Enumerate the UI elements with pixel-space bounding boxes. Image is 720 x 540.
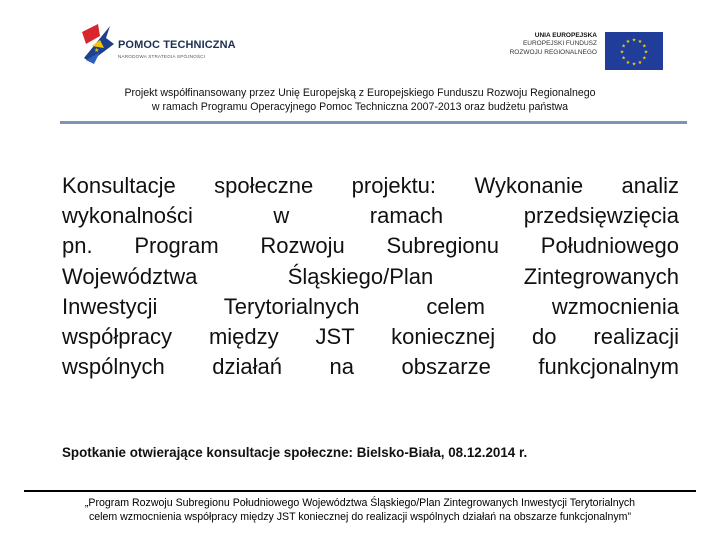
eu-star-icon: ★ bbox=[621, 55, 626, 62]
eu-line1: UNIA EUROPEJSKA bbox=[534, 32, 597, 39]
eu-star-icon: ★ bbox=[642, 43, 647, 50]
eu-star-icon: ★ bbox=[619, 49, 625, 56]
project-funding-note bbox=[0, 87, 720, 115]
program-footer bbox=[0, 497, 720, 524]
header-divider bbox=[60, 121, 687, 124]
eu-star-icon: ★ bbox=[625, 59, 631, 66]
logo-title: POMOC TECHNICZNA bbox=[118, 39, 236, 51]
eu-logo bbox=[505, 30, 663, 72]
title-line: wspólnych działań na obszarze funkcjonalnym bbox=[62, 354, 679, 380]
title-line: pn. Program Rozwoju Subregionu Południowego bbox=[62, 233, 679, 259]
eu-star-icon: ★ bbox=[621, 43, 626, 50]
funding-line2: w ramach Programu Operacyjnego Pomoc Techniczna 2007-2013 oraz budżetu państwa bbox=[151, 100, 569, 113]
eu-line2: EUROPEJSKI FUNDUSZ bbox=[522, 40, 597, 48]
logo-subtitle: NARODOWA STRATEGIA SPÓJNOŚCI bbox=[118, 54, 206, 59]
eu-line3: ROZWOJU REGIONALNEGO bbox=[509, 48, 597, 56]
pomoc-techniczna-emblem-icon bbox=[80, 22, 116, 66]
eu-star-icon: ★ bbox=[637, 59, 643, 66]
eu-star-icon: ★ bbox=[631, 61, 637, 68]
title-line: Konsultacje społeczne projektu: Wykonanie analiz bbox=[62, 173, 679, 198]
footer-line2: celem wzmocnienia współpracy między JST koniecznej do realizacji wspólnych działań na obszarze funkcjonalnym” bbox=[88, 510, 632, 523]
eu-flag-icon bbox=[605, 32, 663, 70]
eu-star-icon: ★ bbox=[625, 39, 631, 46]
eu-star-icon: ★ bbox=[643, 49, 649, 56]
title-line: wykonalności w ramach przedsięwzięcia bbox=[62, 203, 679, 229]
consultation-title bbox=[62, 171, 679, 382]
title-line: Województwa Śląskiego/Plan Zintegrowanych bbox=[62, 263, 679, 289]
pomoc-techniczna-logo bbox=[80, 22, 245, 70]
svg-text:★: ★ bbox=[94, 47, 100, 54]
eu-star-icon: ★ bbox=[637, 39, 643, 46]
eu-text bbox=[510, 32, 597, 57]
eu-star-icon: ★ bbox=[631, 37, 637, 44]
funding-line1: Projekt współfinansowany przez Unię Europejską z Europejskiego Funduszu Rozwoju Regionalnego bbox=[124, 87, 596, 99]
eu-star-icon: ★ bbox=[642, 55, 647, 62]
meeting-subtitle: Spotkanie otwierające konsultacje społeczne: Bielsko-Biała, 08.12.2014 r. bbox=[62, 445, 528, 460]
title-line: współpracy między JST koniecznej do realizacji bbox=[62, 324, 679, 350]
footer-line1: „Program Rozwoju Subregionu Południowego Województwa Śląskiego/Plan Zintegrowanych Inwestycji Terytorialnych bbox=[84, 497, 636, 509]
title-line: Inwestycji Terytorialnych celem wzmocnienia bbox=[62, 293, 679, 319]
footer-divider bbox=[24, 490, 696, 492]
